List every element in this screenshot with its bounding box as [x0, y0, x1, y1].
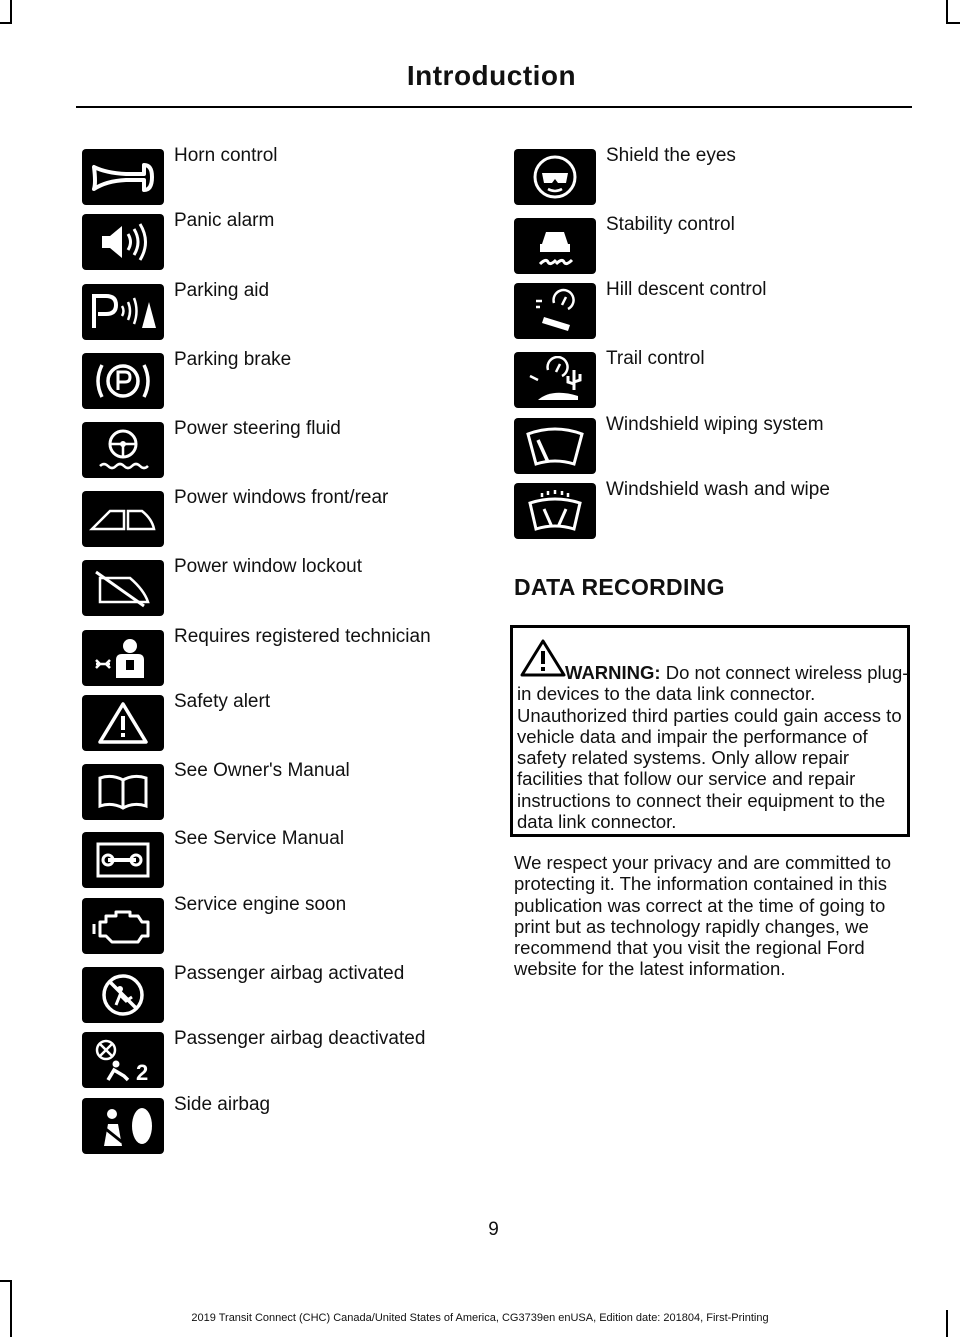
crop-mark — [10, 0, 12, 24]
symbol-label: Passenger airbag deactivated — [174, 1028, 426, 1049]
side-airbag-icon — [82, 1098, 164, 1154]
section-heading: DATA RECORDING — [514, 574, 725, 600]
svg-text:2: 2 — [136, 1060, 149, 1084]
service-manual-icon — [82, 832, 164, 888]
horn-icon — [82, 149, 164, 205]
speaker-icon — [82, 214, 164, 270]
symbol-label: Service engine soon — [174, 894, 347, 915]
symbol-label: See Owner's Manual — [174, 760, 350, 781]
trail-control-icon — [514, 352, 596, 408]
technician-icon — [82, 630, 164, 686]
airbag-deactivated-icon — [82, 1032, 164, 1088]
warning-box — [510, 625, 910, 837]
symbol-label: Power steering fluid — [174, 418, 341, 439]
owners-manual-icon — [82, 764, 164, 820]
crop-mark — [0, 22, 12, 24]
crop-mark — [10, 1280, 12, 1337]
crop-mark — [946, 0, 948, 24]
airbag-activated-icon — [82, 967, 164, 1023]
symbol-label: Power window lockout — [174, 556, 362, 577]
symbol-label: Side airbag — [174, 1094, 271, 1115]
hill-descent-icon — [514, 283, 596, 339]
symbol-label: Windshield wiping system — [606, 414, 824, 435]
symbol-label: Hill descent control — [606, 279, 767, 300]
wash-wipe-icon — [514, 483, 596, 539]
engine-icon — [82, 898, 164, 954]
crop-mark — [946, 22, 960, 24]
goggles-icon — [514, 149, 596, 205]
page-title: Introduction — [406, 60, 577, 91]
symbol-label: Parking aid — [174, 280, 270, 301]
symbol-label: Horn control — [174, 145, 278, 166]
symbol-label: Windshield wash and wipe — [606, 479, 830, 500]
power-windows-icon — [82, 491, 164, 547]
window-lockout-icon — [82, 560, 164, 616]
safety-alert-icon — [82, 695, 164, 751]
symbol-label: Stability control — [606, 214, 735, 235]
wiper-icon — [514, 418, 596, 474]
page-number: 9 — [488, 1219, 499, 1240]
parking-aid-icon — [82, 284, 164, 340]
symbol-label: Requires registered technician — [174, 626, 431, 647]
privacy-paragraph: We respect your privacy and are committed to protecting it. The information contained in this publication was correct at the time of going to print but as technology rapidly changes, we recommend that you visit the regional Ford website for the latest information. — [514, 852, 892, 980]
symbol-label: Trail control — [606, 348, 705, 369]
symbol-label: Shield the eyes — [606, 145, 736, 166]
warning-text — [517, 662, 909, 832]
symbol-label: Safety alert — [174, 691, 271, 712]
warning-label: WARNING: — [565, 662, 661, 683]
symbol-label: Power windows front/rear — [174, 487, 389, 508]
header-rule — [76, 106, 912, 108]
symbol-label: Panic alarm — [174, 210, 275, 231]
crop-mark — [0, 1280, 12, 1282]
parking-brake-icon — [82, 353, 164, 409]
warning-body: Do not connect wireless plug-in devices to the data link connector. Unauthorized third parties could gain access to vehicle data and impair the performance of safety related systems. Only allow repair facilities that follow our service and repair instructions to connect their equipment to the data link connector. — [517, 662, 909, 833]
steering-fluid-icon — [82, 422, 164, 478]
stability-control-icon — [514, 218, 596, 274]
footer-text: 2019 Transit Connect (CHC) Canada/United States of America, CG3739en enUSA, Edition date: 201804, First-Printing — [191, 1312, 769, 1324]
symbol-label: See Service Manual — [174, 828, 345, 849]
symbol-label: Parking brake — [174, 349, 292, 370]
symbol-label: Passenger airbag activated — [174, 963, 405, 984]
